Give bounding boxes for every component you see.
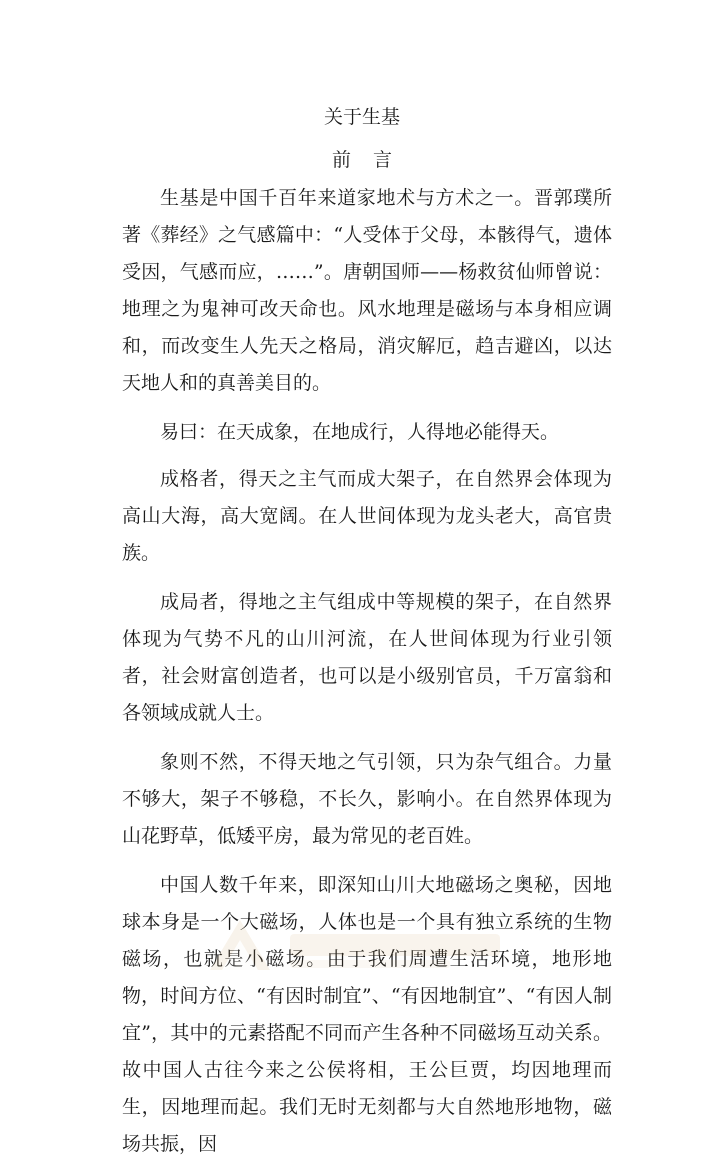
page-title: 关于生基 — [323, 106, 400, 128]
body-text — [122, 180, 612, 1175]
section-heading-right: 言 — [373, 149, 393, 171]
section-heading-left: 前 — [331, 149, 351, 171]
paragraph-5: 象则不然，不得天地之气引领，只为杂气组合。力量不够大，架子不够稳，不长久，影响小。在自然界体现为山花野草，低矮平房，最为常见的老百姓。 — [122, 751, 612, 847]
paragraph-6: 中国人数千年来，即深知山川大地磁场之奥秘，因地球本身是一个大磁场，人体也是一个具有独立系统的生物磁场，也就是小磁场。由于我们周遭生活环境，地形地物，时间方位、“有因时制宜”、“有因地制宜”、“有因人制宜”，其中的元素搭配不同而产生各种不同磁场互动关系。故中国人古往今来之公侯将相，王公巨贾，均因地理而生，因地理而起。我们无时无刻都与大自然地形地物，磁场共振，因 — [122, 874, 612, 1155]
paragraph-2: 易曰：在天成象，在地成行，人得地必能得天。 — [160, 421, 560, 443]
section-heading — [0, 148, 724, 172]
paragraph-1: 生基是中国千百年来道家地术与方术之一。晋郭璞所著《葬经》之气感篇中：“人受体于父母，本骸得气，遗体受因，气感而应，……”。唐朝国师——杨救贫仙师曾说：地理之为鬼神可改天命也。风水地理是磁场与本身相应调和，而改变生人先天之格局，消灾解厄，趋吉避凶，以达天地人和的真善美目的。 — [122, 187, 612, 394]
paragraph-4: 成局者，得地之主气组成中等规模的架子，在自然界体现为气势不凡的山川河流，在人世间体现为行业引领者，社会财富创造者，也可以是小级别官员，千万富翁和各领域成就人士。 — [122, 591, 612, 724]
paragraph-3: 成格者，得天之主气而成大架子，在自然界会体现为高山大海，高大宽阔。在人世间体现为龙头老大，高官贵族。 — [122, 468, 612, 564]
